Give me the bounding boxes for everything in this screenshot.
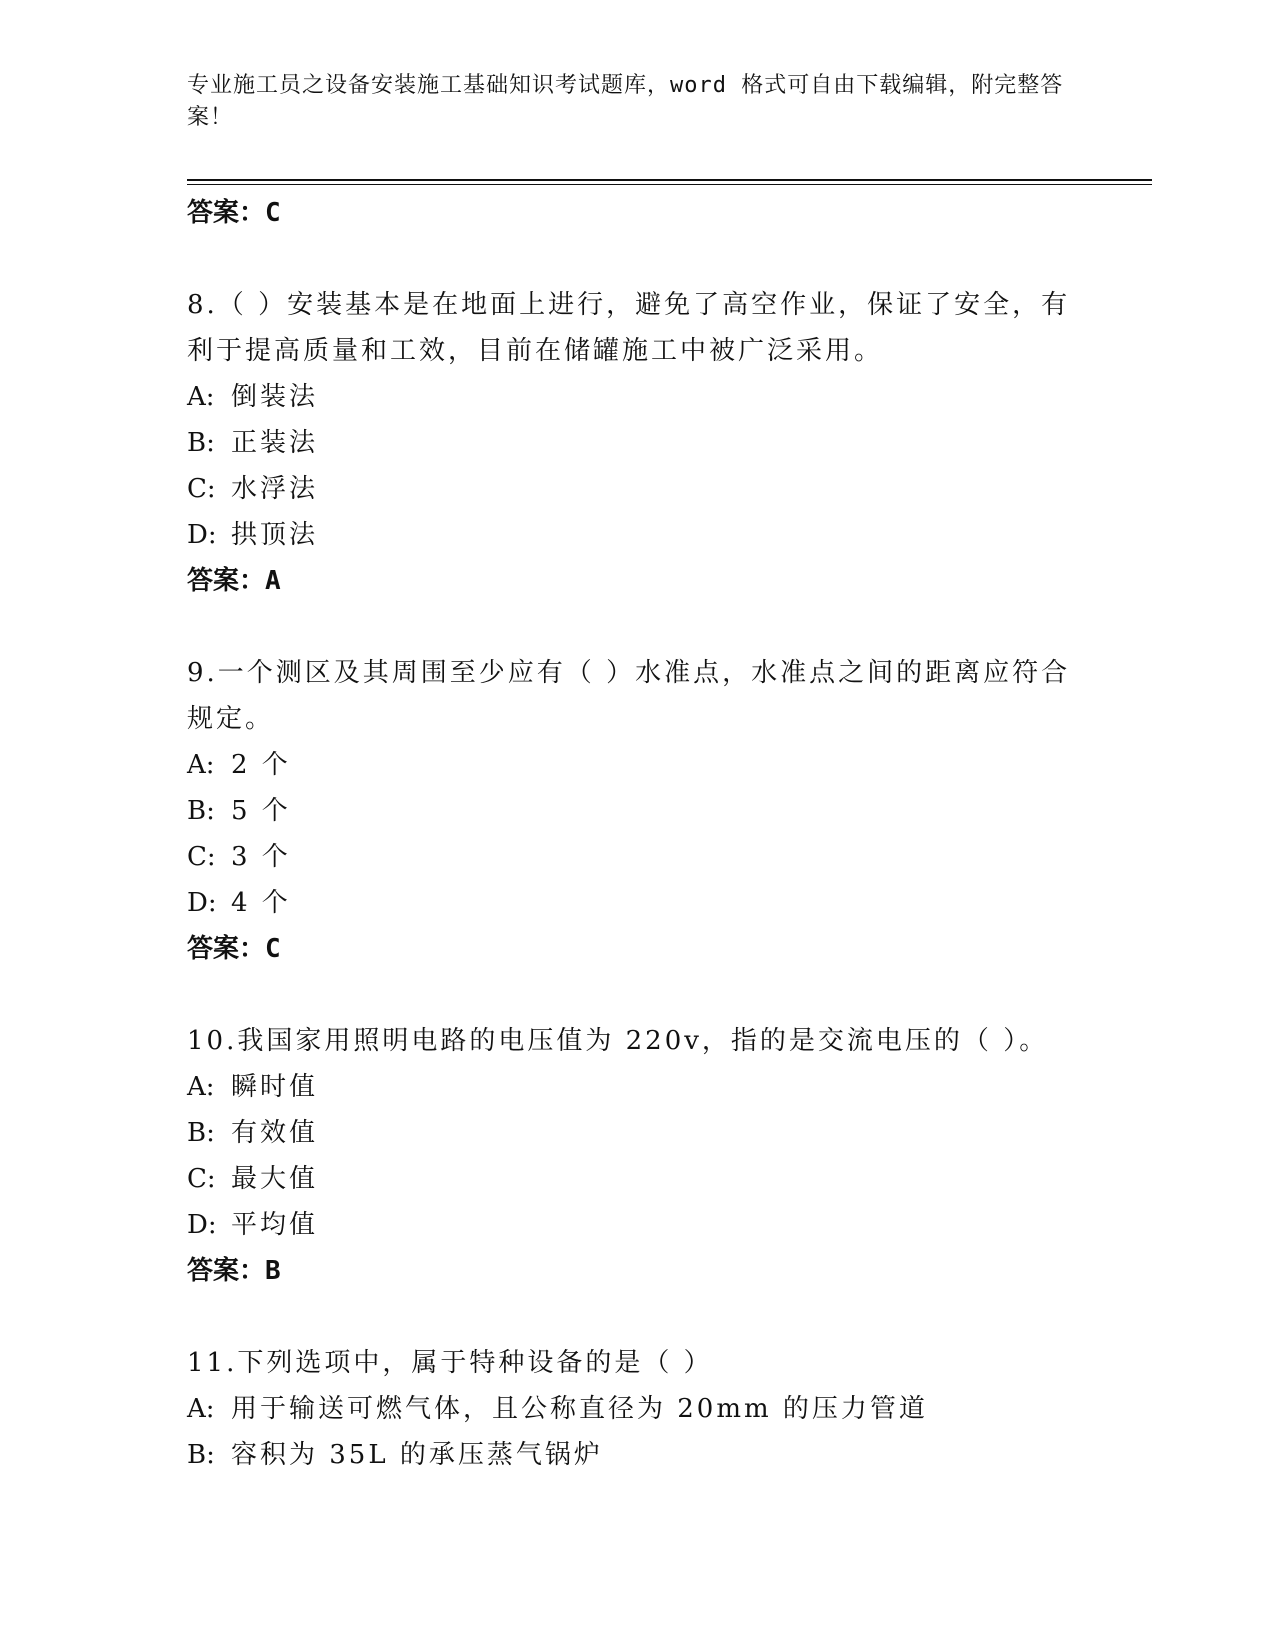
option-label: A:: [187, 1394, 215, 1424]
question-9: [187, 650, 1087, 972]
answer-line: 答案：C: [187, 934, 281, 964]
option-label: D:: [187, 888, 217, 918]
option-text: 4 个: [231, 888, 291, 918]
option-text: 拱顶法: [231, 520, 319, 550]
answer-line: 答案：B: [187, 1256, 281, 1286]
option-label: B:: [187, 796, 215, 826]
option-text: 倒装法: [231, 382, 319, 412]
option-text: 3 个: [231, 842, 291, 872]
header-rule-thick: [187, 179, 1152, 181]
question-10: [187, 1018, 1087, 1294]
option-a: [187, 1064, 1087, 1110]
question-text: 9.一个测区及其周围至少应有（ ）水准点，水准点之间的距离应符合规定。: [187, 658, 1071, 734]
option-b: [187, 1432, 1087, 1478]
header-rule-thin: [187, 184, 1152, 185]
question-text: 10.我国家用照明电路的电压值为 220v，指的是交流电压的（ ）。: [187, 1026, 1049, 1056]
option-label: D:: [187, 520, 217, 550]
option-b: [187, 420, 1087, 466]
answer-line: 答案：C: [187, 198, 281, 228]
option-d: [187, 1202, 1087, 1248]
option-c: [187, 1156, 1087, 1202]
option-a: [187, 374, 1087, 420]
option-text: 有效值: [231, 1118, 319, 1148]
document-header: 专业施工员之设备安装施工基础知识考试题库，word 格式可自由下载编辑，附完整答案！: [187, 73, 1064, 130]
option-a: [187, 742, 1087, 788]
option-text: 2 个: [231, 750, 291, 780]
option-label: C:: [187, 842, 216, 872]
option-label: C:: [187, 1164, 216, 1194]
option-d: [187, 512, 1087, 558]
option-text: 用于输送可燃气体，且公称直径为 20mm 的压力管道: [231, 1394, 928, 1424]
option-text: 平均值: [231, 1210, 319, 1240]
option-label: A:: [187, 750, 215, 780]
option-a: [187, 1386, 1087, 1432]
question-8: [187, 282, 1087, 604]
option-label: A:: [187, 382, 215, 412]
option-text: 瞬时值: [231, 1072, 319, 1102]
question-text: 8.（ ）安装基本是在地面上进行，避免了高空作业，保证了安全，有利于提高质量和工效，目前在储罐施工中被广泛采用。: [187, 290, 1071, 366]
option-text: 容积为 35L 的承压蒸气锅炉: [231, 1440, 603, 1470]
option-text: 5 个: [231, 796, 291, 826]
option-label: B:: [187, 1118, 215, 1148]
answer-line: 答案：A: [187, 566, 281, 596]
question-text: 11.下列选项中，属于特种设备的是（ ）: [187, 1348, 713, 1378]
option-label: D:: [187, 1210, 217, 1240]
option-d: [187, 880, 1087, 926]
option-label: B:: [187, 1440, 215, 1470]
option-c: [187, 834, 1087, 880]
option-b: [187, 1110, 1087, 1156]
option-label: C:: [187, 474, 216, 504]
option-label: A:: [187, 1072, 215, 1102]
option-b: [187, 788, 1087, 834]
option-text: 水浮法: [231, 474, 319, 504]
option-text: 正装法: [231, 428, 319, 458]
option-text: 最大值: [231, 1164, 319, 1194]
option-c: [187, 466, 1087, 512]
question-11: [187, 1340, 1087, 1478]
option-label: B:: [187, 428, 215, 458]
question-list: [187, 190, 1087, 1478]
